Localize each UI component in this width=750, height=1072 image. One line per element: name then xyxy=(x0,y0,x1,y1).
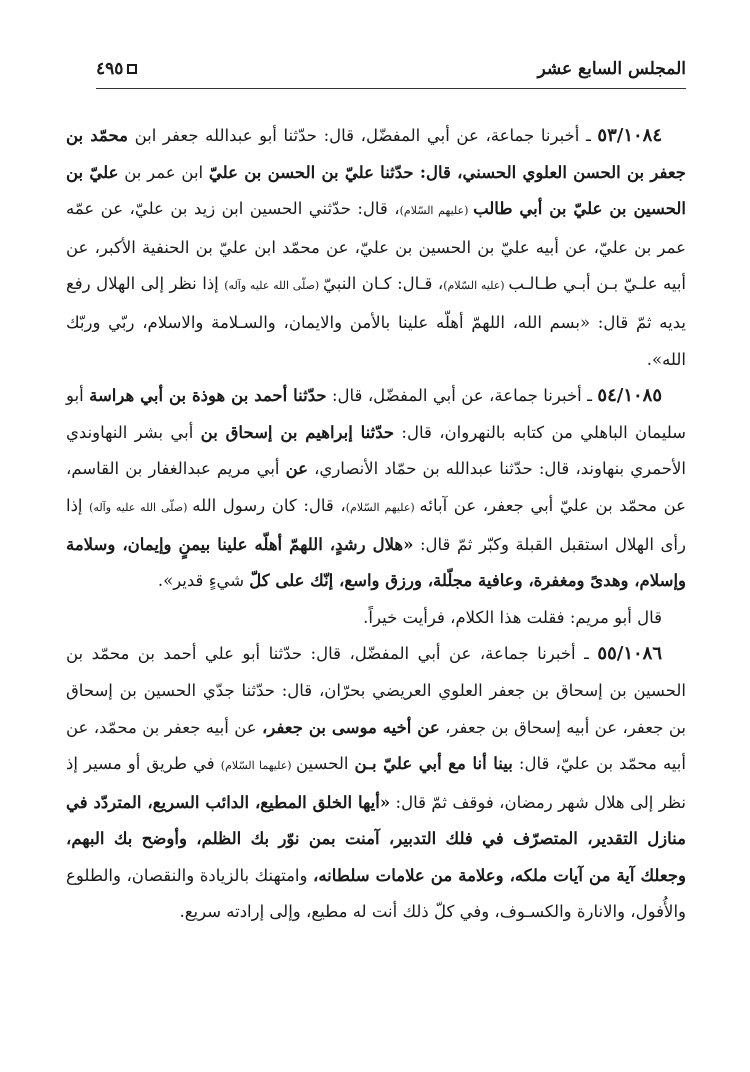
hadith-entry-1086 xyxy=(66,636,686,931)
entry-number: ٥٣/١٠٨٤ xyxy=(597,125,662,146)
hadith-entry-1085 xyxy=(66,378,686,600)
entry-text: ـ أخبرنا جماعة، عن أبي المفضّل، قال: حدّثنا أبو عبدالله جعفر ابن محمّد بن جعفر بن الحسن العلوي الحسني، قال: حدّثنا عليّ بن الحسن بن عليّ ابن عمر بن عليّ بن الحسين بن عليّ بن أبي طالب (عليهم السّلام)، قال: حدّثني الحسين ابن زيد بن عليّ، عن عمّه عمر بن عليّ، عن أبيه عليّ بن الحسين بن عليّ، عن محمّد ابن عليّ بن الحنفية الأكبر، عن أبيه علـيّ بـن أبـي طـالـب (عليه السّلام)، قـال: كـان النبيّ (صلّى الله عليه وآله) إذا نظر إلى الهلال رفع يديه ثمّ قال: «بسم الله، اللهمّ أهلّه علينا بالأمن والايمان، والسـلامة والاسلام، ربّي وربّك الله». xyxy=(66,126,686,369)
entry-text: ـ أخبرنا جماعة، عن أبي المفضّل، قال: حدّثنا أبو علي أحمد بن محمّد بن الحسين بن إسحاق بن جعفر العلوي العريضي بحرّان، قال: حدّثنا جدّي الحسين بن إسحاق بن جعفر، عن أبيه إسحاق بن جعفر، عن أخيه موسى بن جعفر، عن أبيه جعفر بن محمّد، عن أبيه محمّد بن عليّ، قال: بينا أنا مع أبي عليّ بـن الحسين (عليهما السّلام) في طريق أو مسير إذ نظر إلى هلال شهر رمضان، فوقف ثمّ قال: «أيها الخلق المطيع، الدائب السريع، المتردّد في منازل التقدير، المتصرّف في فلك التدبير، آمنت بمن نوّر بك الظلم، وأوضح بك البهم، وجعلك آية من آيات ملكه، وعلامة من علامات سلطانه، وامتهنك بالزيادة والنقصان، والطلوع والأُفول، والانارة والكسـوف، وفي كلّ ذلك أنت له مطيع، وإلى إرادته سريع. xyxy=(66,644,687,922)
abu-maryam-note: قال أبو مريم: فقلت هذا الكلام، فرأيت خيراً. xyxy=(363,607,662,627)
page-number-block xyxy=(96,59,137,79)
entry-text: ـ أخبرنا جماعة، عن أبي المفضّل، قال: حدّثنا أحمد بن هوذة بن أبي هراسة أبو سليمان الباهلي من كتابه بالنهروان، قال: حدّثنا إبراهيم بن إسحاق بن أبي بشر النهاوندي الأحمري بنهاوند، قال: حدّثنا عبدالله بن حمّاد الأنصاري، عن أبي مريم عبدالغفار بن القاسم، عن محمّد بن عليّ أبي جعفر، عن آبائه (عليهم السّلام)، قال: كان رسول الله (صلّى الله عليه وآله) إذا رأى الهلال استقبل القبلة وكبّر ثمّ قال: «هلال رشدٍ، اللهمّ أهلّه علينا بيمنٍ وإيمان، وسلامة وإسلام، وهدىً ومغفرة، وعافية مجلّلة، ورزق واسع، إنّك على كلّ شيءٍ قدير». xyxy=(66,386,686,591)
square-ornament-icon xyxy=(127,64,137,74)
body-text xyxy=(66,118,686,931)
hadith-entry-1084 xyxy=(66,118,686,378)
page-number: ٤٩٥ xyxy=(96,59,124,79)
entry-number: ٥٤/١٠٨٥ xyxy=(597,385,662,407)
running-header xyxy=(96,52,686,86)
entry-number: ٥٥/١٠٨٦ xyxy=(597,643,662,665)
header-rule xyxy=(96,88,686,89)
chapter-title: المجلس السابع عشر xyxy=(537,59,686,79)
